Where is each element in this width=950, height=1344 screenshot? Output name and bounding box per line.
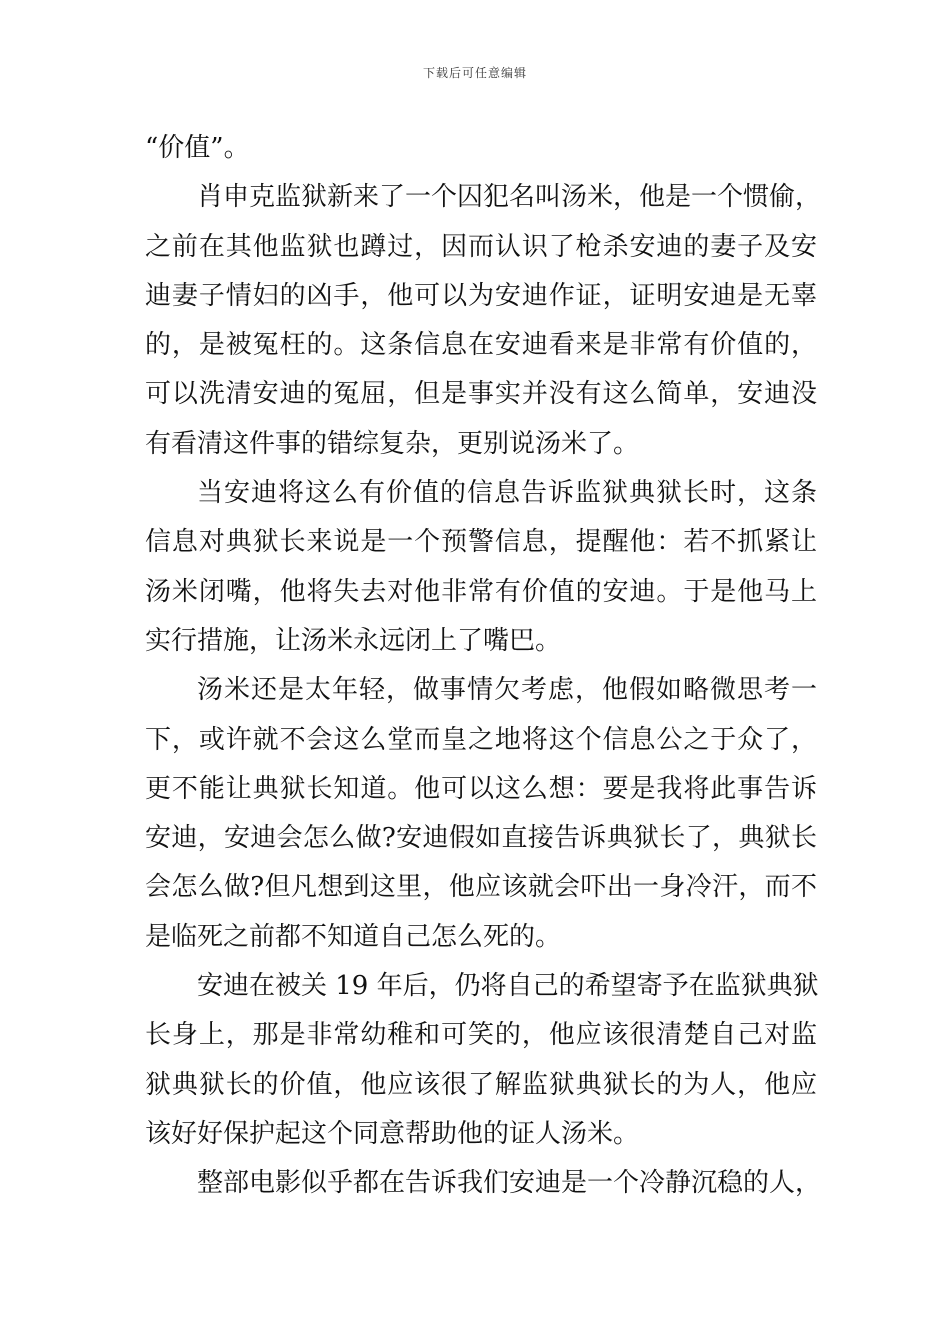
text-line: 安迪，安迪会怎么做?安迪假如直接告诉典狱长了，典狱长: [145, 823, 817, 854]
text-line: “价值”。: [145, 133, 250, 163]
text-line: 长身上，那是非常幼稚和可笑的，他应该很清楚自己对监: [145, 1020, 817, 1051]
text-line: 狱典狱长的价值，他应该很了解监狱典狱长的为人，他应: [145, 1069, 817, 1100]
text-line: 可以洗清安迪的冤屈，但是事实并没有这么简单，安迪没: [145, 379, 817, 410]
text-line: 汤米还是太年轻，做事情欠考虑，他假如略微思考一: [197, 675, 817, 706]
text-line: 的，是被冤枉的。这条信息在安迪看来是非常有价值的，: [145, 330, 817, 361]
text-line: 该好好保护起这个同意帮助他的证人汤米。: [145, 1118, 640, 1149]
text-line: 迪妻子情妇的凶手，他可以为安迪作证，证明安迪是无辜: [145, 280, 817, 311]
text-line: 汤米闭嘴，他将失去对他非常有价值的安迪。于是他马上: [145, 576, 817, 607]
text-line: 之前在其他监狱也蹲过，因而认识了枪杀安迪的妻子及安: [145, 231, 817, 262]
text-line: 下，或许就不会这么堂而皇之地将这个信息公之于众了，: [145, 724, 817, 755]
text-line: 会怎么做?但凡想到这里，他应该就会吓出一身冷汗，而不: [145, 872, 817, 903]
text-line: 信息对典狱长来说是一个预警信息，提醒他：若不抓紧让: [145, 527, 817, 558]
text-line: 整部电影似乎都在告诉我们安迪是一个冷静沉稳的人，: [197, 1168, 822, 1199]
text-line: 安迪在被关 19 年后，仍将自己的希望寄予在监狱典狱: [197, 971, 819, 1002]
text-line: 是临死之前都不知道自己怎么死的。: [145, 921, 562, 952]
text-line: 实行措施，让汤米永远闭上了嘴巴。: [145, 625, 562, 656]
text-line: 肖申克监狱新来了一个囚犯名叫汤米，他是一个惯偷，: [197, 182, 822, 213]
text-line: 当安迪将这么有价值的信息告诉监狱典狱长时，这条: [197, 478, 817, 509]
text-line: 有看清这件事的错综复杂，更别说汤米了。: [145, 428, 640, 459]
document-body: [145, 124, 822, 1209]
page-header: 下载后可任意编辑: [422, 66, 527, 80]
text-line: 更不能让典狱长知道。他可以这么想：要是我将此事告诉: [145, 773, 817, 804]
